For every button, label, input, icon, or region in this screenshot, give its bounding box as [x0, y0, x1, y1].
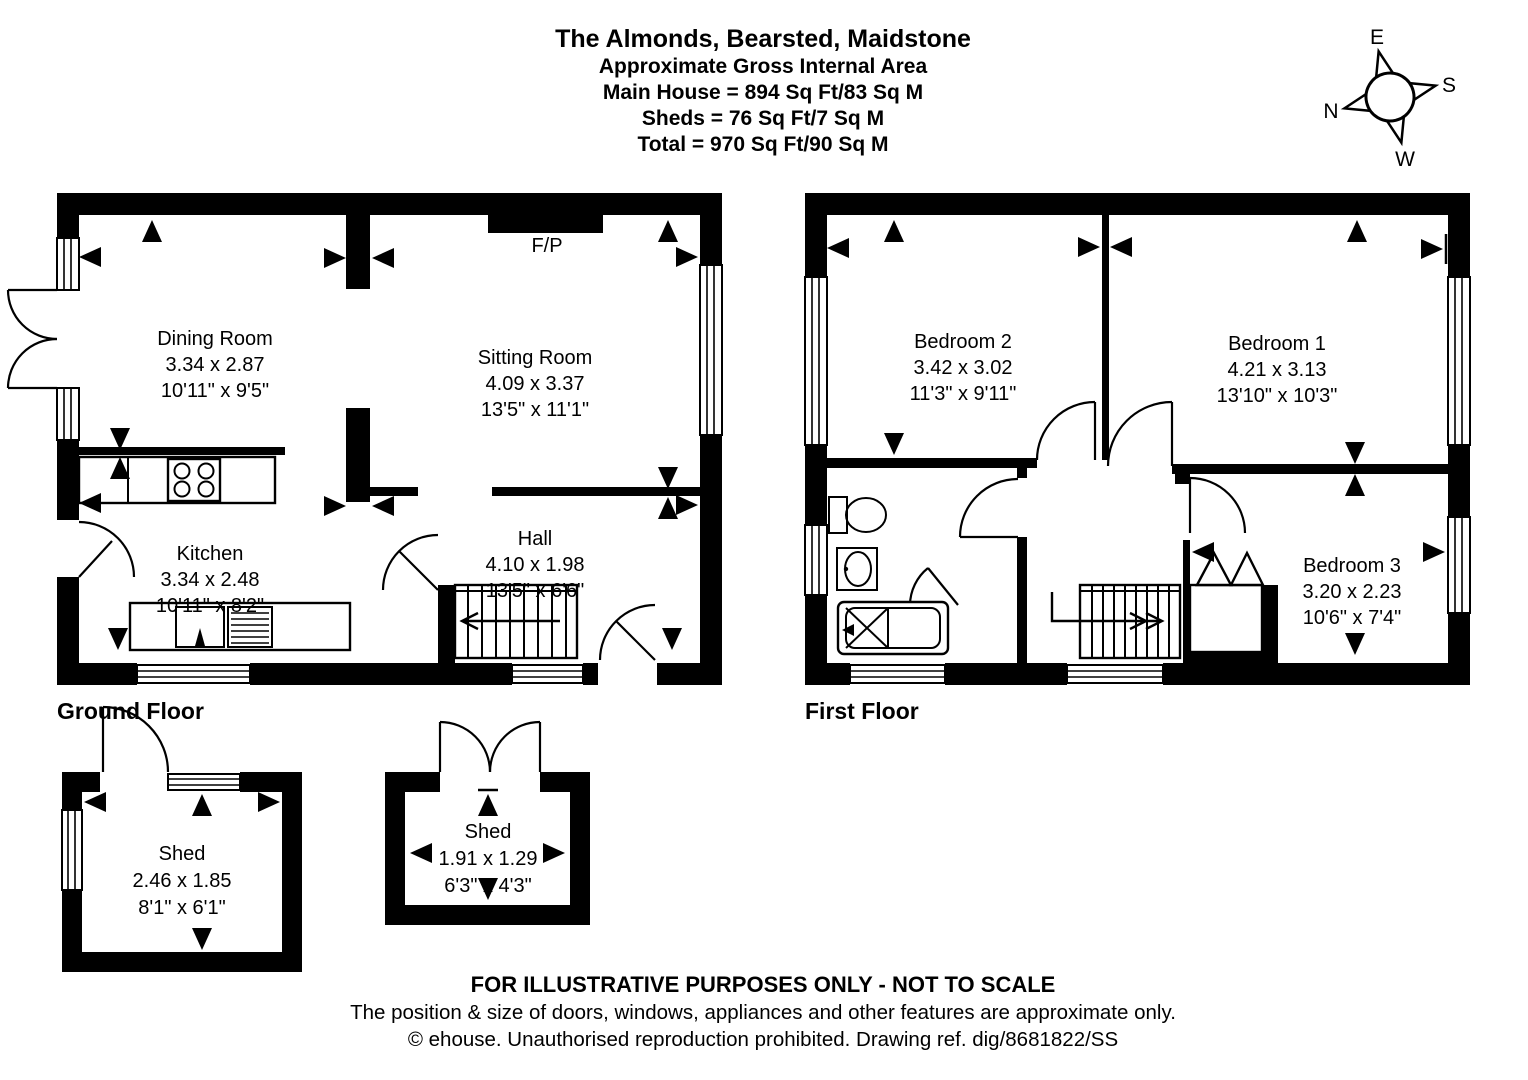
compass-circle: [1361, 68, 1419, 126]
kitchen-label: [156, 543, 264, 617]
room-imperial: 10'6" x 7'4": [1302, 607, 1402, 629]
room-imperial: 6'3" x 4'3": [444, 875, 532, 897]
shed2-plan: [385, 722, 590, 925]
bathroom-door: [960, 479, 1018, 537]
sitting-room-label: [478, 347, 593, 421]
room-name: Bedroom 1: [1228, 333, 1326, 355]
total-area: Total = 970 Sq Ft/90 Sq M: [637, 133, 889, 156]
room-name: Hall: [517, 528, 553, 550]
first-floor-plan: [805, 193, 1470, 724]
fireplace-label: F/P: [531, 235, 563, 257]
room-metric: 3.34 x 2.48: [160, 569, 260, 591]
front-door: [600, 605, 655, 660]
dining-room-label: [157, 328, 273, 402]
cupboard-door-right: [1231, 553, 1263, 585]
room-metric: 3.42 x 3.02: [913, 357, 1013, 379]
bedroom2-window: [805, 277, 827, 445]
first-floor-stairs: [1052, 585, 1180, 658]
bedroom3-door: [1190, 478, 1245, 533]
bedroom3-window: [1448, 517, 1470, 613]
room-name: Kitchen: [176, 543, 244, 565]
room-imperial: 11'3" x 9'11": [909, 383, 1017, 405]
disclaimer-line2: The position & size of doors, windows, appliances and other features are approximate only.: [350, 1001, 1176, 1024]
footer-block: [350, 972, 1176, 1051]
room-metric: 3.20 x 2.23: [1302, 581, 1402, 603]
first-floor-label: First Floor: [805, 698, 919, 724]
ground-floor-plan: [8, 193, 722, 724]
room-name: Shed: [464, 821, 512, 843]
dining-window-lower: [57, 388, 79, 440]
kitchen-counter-hob: [79, 457, 275, 503]
room-imperial: 13'10" x 10'3": [1216, 385, 1338, 407]
compass-rose: [1323, 26, 1456, 171]
dining-window-upper: [57, 238, 79, 290]
room-name: Shed: [158, 843, 206, 865]
bedroom3-cupboard: [1190, 553, 1263, 652]
room-metric: 3.34 x 2.87: [165, 354, 265, 376]
room-metric: 1.91 x 1.29: [438, 848, 538, 870]
sheds-area: Sheds = 76 Sq Ft/7 Sq M: [641, 107, 885, 130]
sitting-room-window: [700, 265, 722, 435]
disclaimer-line1: FOR ILLUSTRATIVE PURPOSES ONLY - NOT TO SCALE: [470, 972, 1056, 997]
airing-cupboard-door: [910, 568, 958, 605]
bedroom3-label: [1303, 555, 1402, 629]
basin: [837, 548, 877, 590]
compass-east-label: E: [1369, 26, 1385, 49]
compass-south-label: S: [1441, 74, 1457, 97]
landing-window-bottom: [1067, 665, 1163, 683]
room-name: Bedroom 2: [914, 331, 1012, 353]
bathroom-window-side: [805, 525, 827, 595]
shed1-plan: [62, 707, 302, 972]
room-imperial: 10'11" x 8'2": [155, 595, 265, 617]
shed2-label: [439, 821, 538, 897]
hall-window: [512, 665, 583, 683]
shed1-label: [133, 843, 232, 919]
bedroom1-door: [1108, 402, 1172, 466]
compass-west-label: W: [1395, 148, 1415, 171]
shed2-double-doors: [440, 722, 540, 772]
bedroom2-label: [910, 331, 1017, 405]
room-imperial: 8'1" x 6'1": [138, 897, 226, 919]
title-block: [555, 25, 971, 156]
toilet: [829, 497, 886, 533]
room-name: Bedroom 3: [1303, 555, 1401, 577]
gross-area-subtitle: Approximate Gross Internal Area: [598, 55, 928, 78]
shed1-window-top: [168, 774, 240, 790]
compass-north-label: N: [1323, 100, 1339, 123]
room-metric: 4.10 x 1.98: [485, 554, 585, 576]
bedroom1-label: [1217, 333, 1338, 407]
hall-label: [486, 528, 585, 602]
copyright-line: © ehouse. Unauthorised reproduction prohibited. Drawing ref. dig/8681822/SS: [407, 1028, 1119, 1051]
kitchen-hall-door: [383, 535, 438, 590]
bathroom-window-bottom: [850, 665, 945, 683]
ground-floor-label: Ground Floor: [57, 698, 204, 724]
room-metric: 2.46 x 1.85: [132, 870, 232, 892]
main-house-area: Main House = 894 Sq Ft/83 Sq M: [602, 81, 924, 104]
room-name: Sitting Room: [477, 347, 593, 369]
kitchen-window: [137, 665, 250, 683]
room-imperial: 13'5" x 11'1": [480, 399, 590, 421]
kitchen-side-door: [79, 522, 134, 577]
bathroom-fixtures: [829, 497, 948, 654]
shed1-window-left: [62, 810, 82, 890]
french-doors: [8, 290, 57, 388]
bedroom1-window: [1448, 277, 1470, 445]
room-imperial: 10'11" x 9'5": [160, 380, 270, 402]
bath: [838, 602, 948, 654]
first-floor-doors: [910, 402, 1245, 605]
ground-floor-room-labels: [156, 235, 592, 617]
room-metric: 4.09 x 3.37: [485, 373, 585, 395]
room-metric: 4.21 x 3.13: [1227, 359, 1327, 381]
room-name: Dining Room: [157, 328, 273, 350]
room-imperial: 13'5" x 6'6": [485, 580, 585, 602]
address-title: The Almonds, Bearsted, Maidstone: [555, 25, 971, 53]
bedroom2-door: [1037, 402, 1095, 460]
